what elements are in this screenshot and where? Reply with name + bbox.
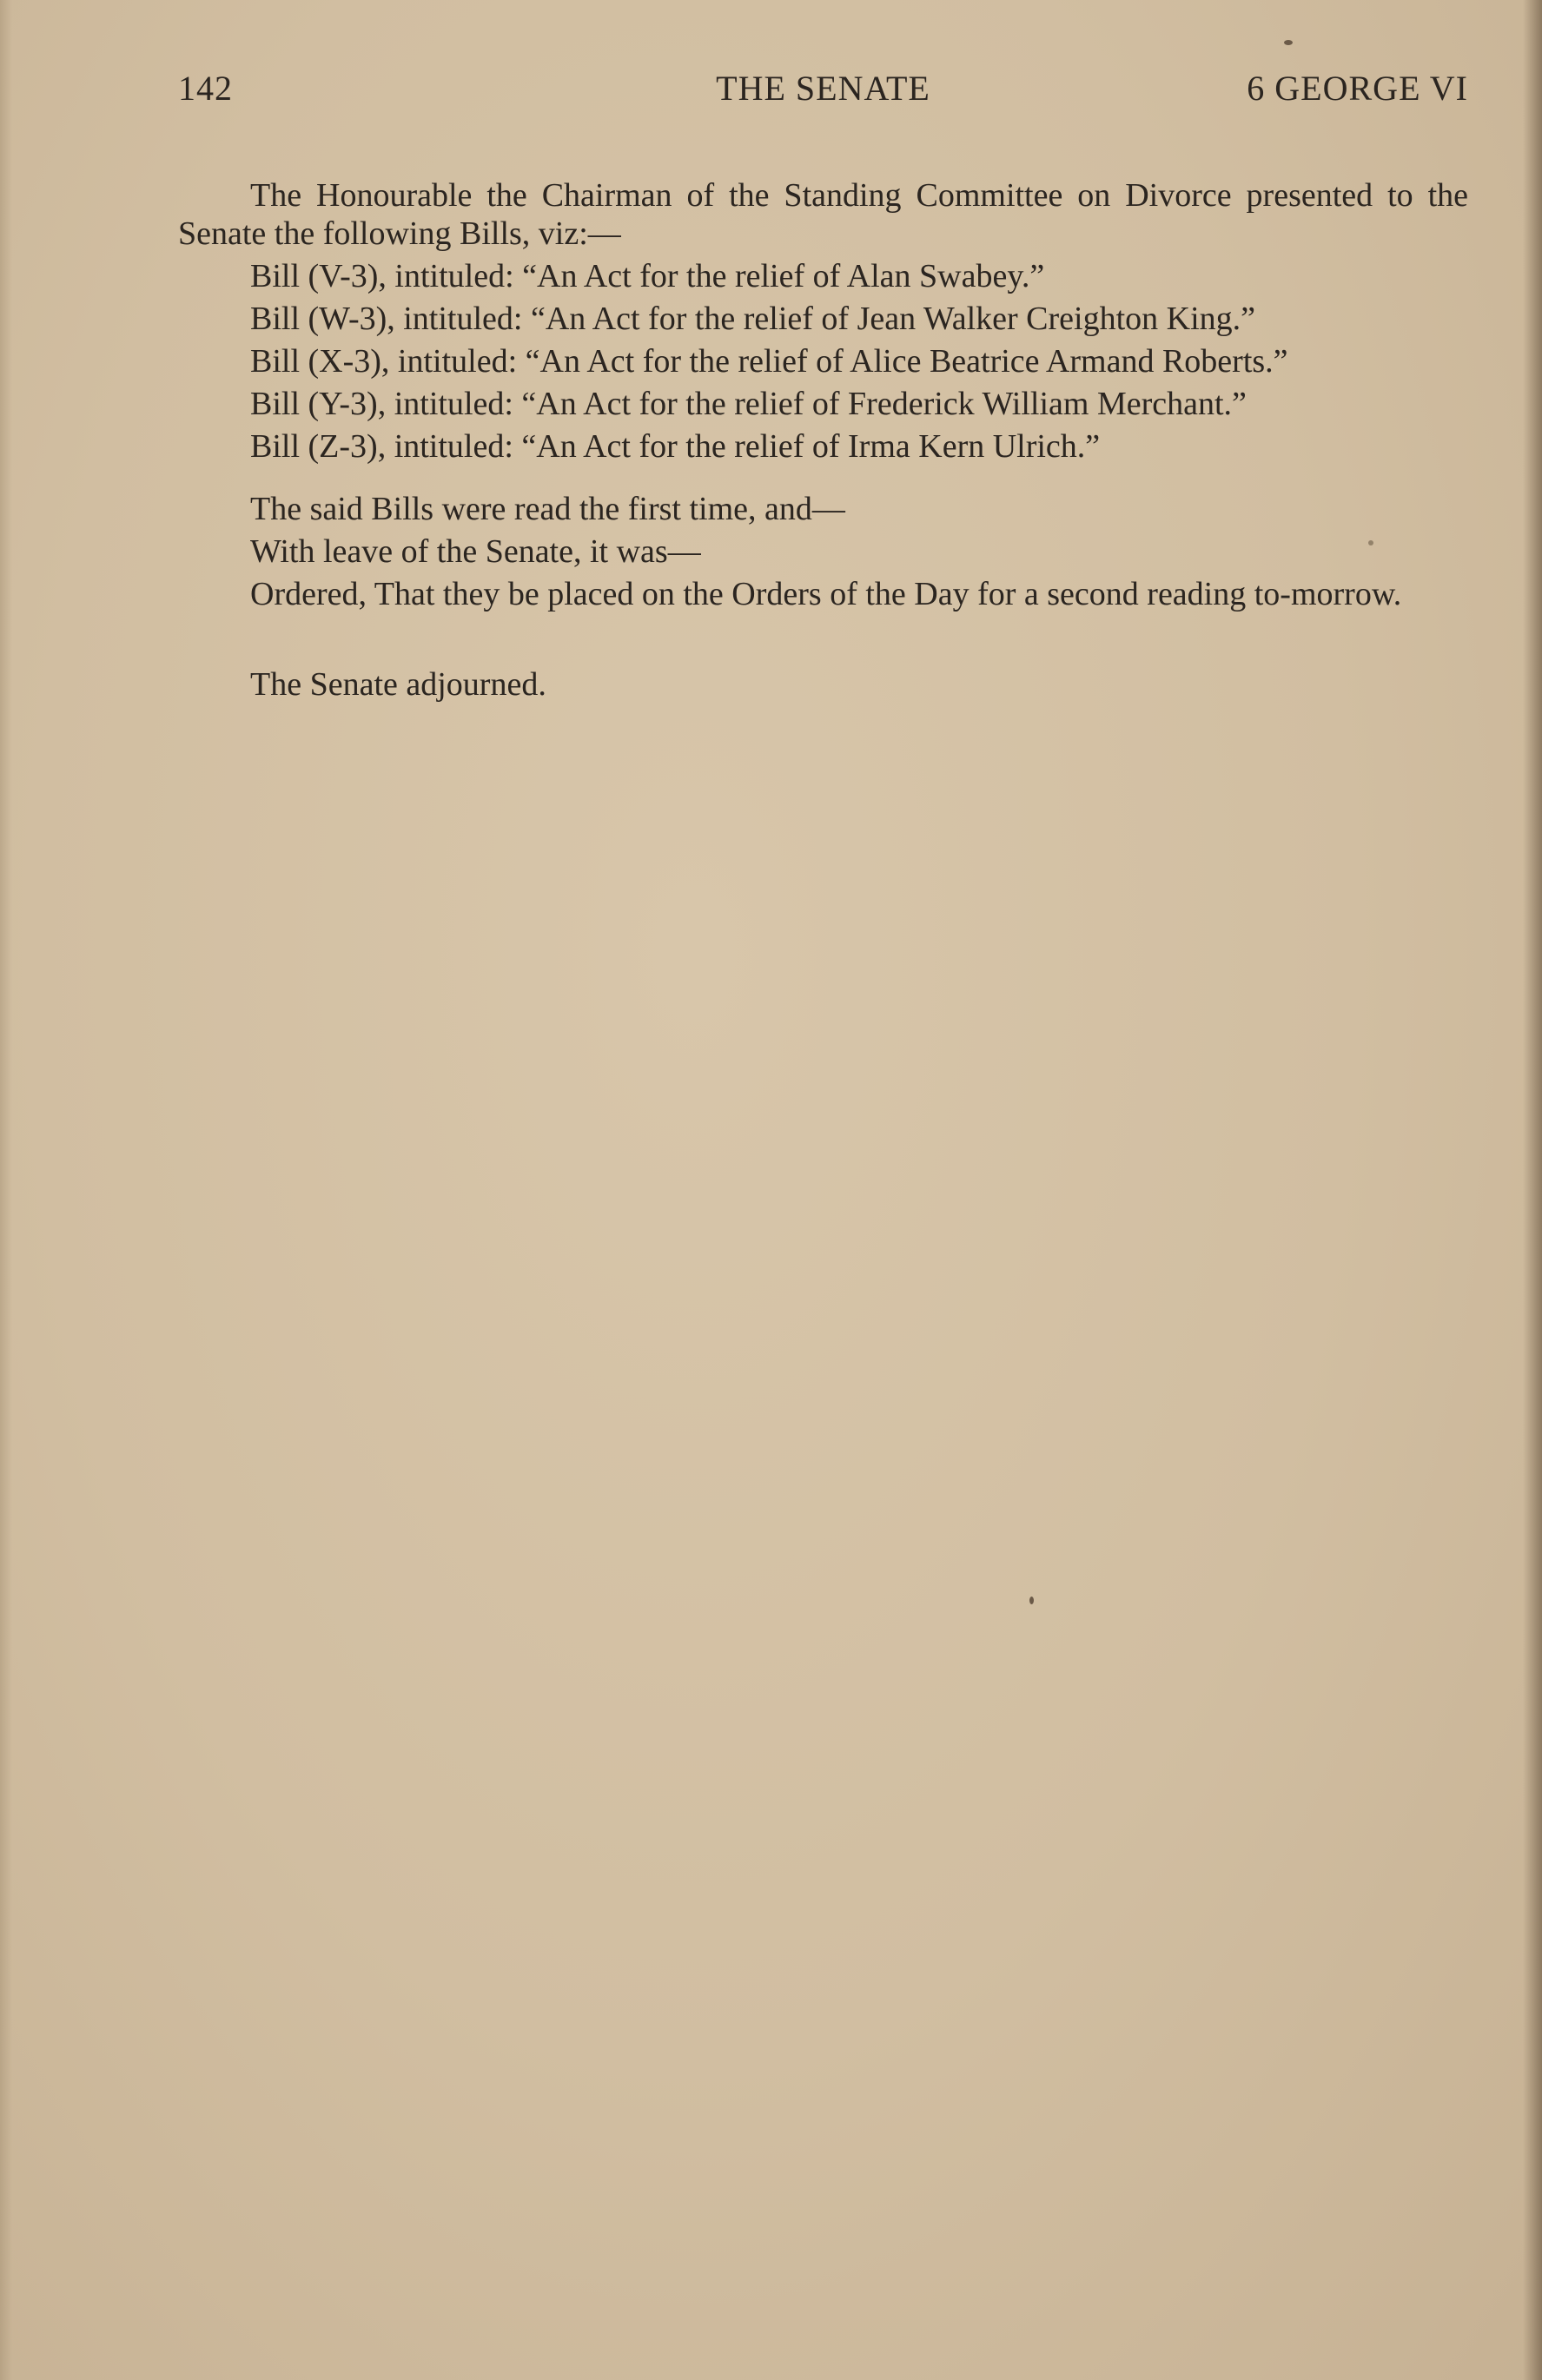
ink-speck: [1284, 40, 1293, 45]
running-title: THE SENATE: [716, 69, 930, 108]
order-paragraph: Ordered, That they be placed on the Orders of the Day for a second reading to-morrow.: [250, 576, 1402, 612]
bill-entry: Bill (Z-3), intituled: “An Act for the relief of Irma Kern Ulrich.”: [250, 428, 1101, 465]
first-reading-paragraph: The said Bills were read the first time, and—: [250, 491, 845, 527]
adjournment-paragraph: The Senate adjourned.: [250, 666, 546, 703]
page-number: 142: [178, 69, 233, 108]
ink-speck: [1029, 1597, 1034, 1604]
journal-entry: [178, 176, 1468, 704]
bill-entry: Bill (X-3), intituled: “An Act for the relief of Alice Beatrice Armand Roberts.”: [250, 343, 1288, 380]
page-right-edge-shadow: [1523, 0, 1542, 2380]
page-left-edge-shadow: [0, 0, 12, 2380]
regnal-year: 6 GEORGE VI: [1247, 69, 1468, 108]
page-header: [178, 68, 1468, 111]
bill-entry: Bill (Y-3), intituled: “An Act for the relief of Frederick William Merchant.”: [250, 386, 1247, 422]
committee-report-paragraph: The Honourable the Chairman of the Standing Committee on Divorce presented to the Senate the following Bills, viz:—: [178, 177, 1468, 252]
leave-paragraph: With leave of the Senate, it was—: [250, 533, 701, 570]
bill-entry: Bill (V-3), intituled: “An Act for the relief of Alan Swabey.”: [250, 258, 1045, 294]
bill-entry: Bill (W-3), intituled: “An Act for the relief of Jean Walker Creighton King.”: [250, 301, 1256, 337]
